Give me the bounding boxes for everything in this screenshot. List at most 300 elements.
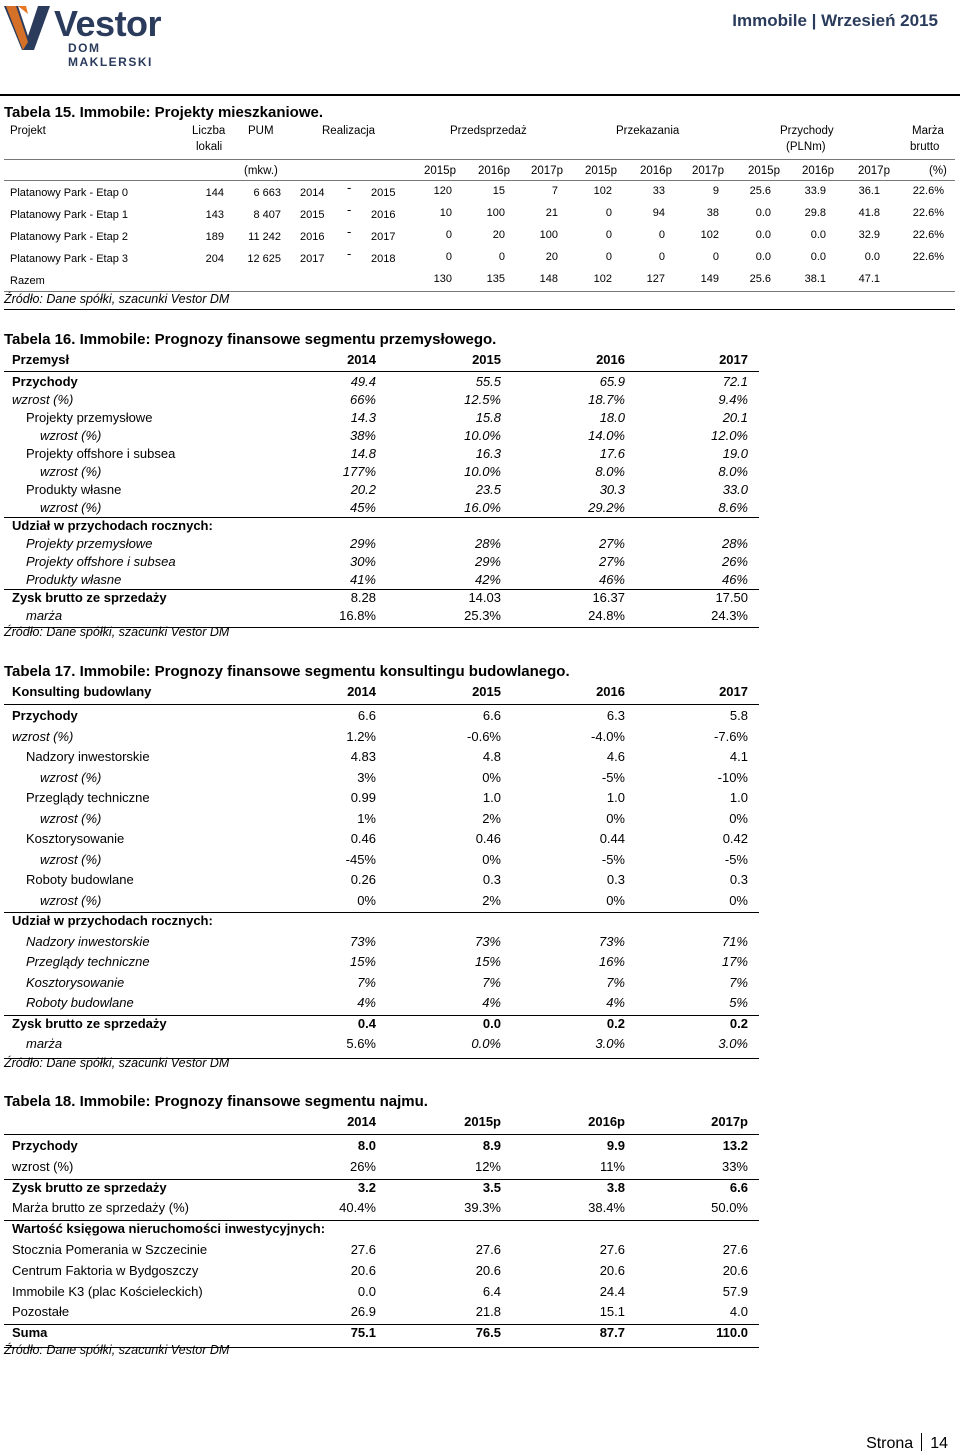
row-label: Stocznia Pomerania w Szczecinie xyxy=(12,1242,208,1257)
col-przekazania: Przekazania xyxy=(616,125,680,137)
row-label: Marża brutto ze sprzedaży (%) xyxy=(12,1200,190,1216)
value-cell: 0.0 xyxy=(864,251,880,263)
value-cell: 1.0 xyxy=(482,790,501,805)
value-cell: 5.6% xyxy=(346,1036,376,1051)
dash-separator: - xyxy=(347,180,352,195)
footer-separator xyxy=(921,1433,922,1451)
year-header: 2016p xyxy=(640,165,672,177)
row-label: Immobile K3 (plac Kościeleckich) xyxy=(12,1283,203,1299)
value-cell: 9.4% xyxy=(718,392,748,407)
value-cell: -5% xyxy=(601,851,625,867)
dash-separator: - xyxy=(347,202,352,217)
table15-source: Źródło: Dane spółki, szacunki Vestor DM xyxy=(4,292,230,306)
value-cell: 27.6 xyxy=(722,1242,748,1257)
row-label: Kosztorysowanie xyxy=(26,974,125,990)
value-cell: 5.8 xyxy=(729,708,748,723)
value-cell: 20.6 xyxy=(475,1262,501,1278)
year-header: 2017p xyxy=(711,1114,748,1129)
value-cell: 3.5 xyxy=(482,1179,501,1195)
value-cell: 0 xyxy=(605,229,612,241)
row-label: wzrost (%) xyxy=(12,392,74,407)
pum-value: 6 663 xyxy=(253,187,281,199)
year-header: 2014 xyxy=(347,684,376,699)
value-cell: 15.8 xyxy=(475,410,501,425)
year-header: 2015 xyxy=(472,352,501,367)
row-label: Produkty własne xyxy=(26,482,122,497)
value-cell: 24.4 xyxy=(599,1283,625,1299)
value-cell: 6.3 xyxy=(606,708,625,723)
value-cell: 38% xyxy=(349,428,376,443)
value-cell: 12.0% xyxy=(711,428,748,443)
year-header: 2016p xyxy=(588,1114,625,1129)
marza-value: 22.6% xyxy=(912,229,944,241)
value-cell: 20 xyxy=(545,251,558,263)
table15-title: Tabela 15. Immobile: Projekty mieszkaniowe. xyxy=(4,104,324,121)
value-cell: 7 xyxy=(551,185,558,197)
value-cell: 8.28 xyxy=(350,590,376,605)
value-cell: 0.3 xyxy=(729,872,748,887)
value-cell: 72.1 xyxy=(722,374,748,389)
year-header: 2016 xyxy=(596,684,625,699)
row-label: Pozostałe xyxy=(12,1304,70,1320)
value-cell: 73% xyxy=(349,933,376,949)
realizacja-end: 2015 xyxy=(371,187,396,199)
value-cell: 3.0% xyxy=(718,1036,748,1051)
value-cell: 75.1 xyxy=(350,1325,376,1341)
row-label: Roboty budowlane xyxy=(26,872,134,887)
value-cell: 8.0% xyxy=(595,464,625,479)
value-cell: 39.3% xyxy=(464,1200,501,1216)
value-cell: 13.2 xyxy=(722,1138,748,1153)
realizacja-end: 2018 xyxy=(371,253,396,265)
value-cell: 73% xyxy=(598,933,625,949)
value-cell: 18.7% xyxy=(588,392,625,407)
value-cell: 29.8 xyxy=(804,207,826,219)
row-label: wzrost (%) xyxy=(40,851,102,867)
value-cell: -0.6% xyxy=(467,728,501,744)
year-header: 2017 xyxy=(719,352,748,367)
value-cell: 120 xyxy=(433,185,452,197)
row-label: Przeglądy techniczne xyxy=(26,954,150,969)
value-cell: 6.6 xyxy=(357,708,376,723)
value-cell: 0% xyxy=(357,892,376,908)
value-cell: 28% xyxy=(474,536,501,551)
vestor-logo xyxy=(4,3,184,69)
value-cell: 0 xyxy=(658,251,665,263)
page-number: 14 xyxy=(930,1435,948,1452)
value-cell: 21.8 xyxy=(475,1304,501,1320)
value-cell: 4.0 xyxy=(729,1304,748,1320)
value-cell: 38.4% xyxy=(588,1200,625,1216)
value-cell: 7% xyxy=(729,974,748,990)
value-cell: 9 xyxy=(712,185,719,197)
value-cell: 27.6 xyxy=(599,1242,625,1257)
value-cell: 18.0 xyxy=(599,410,625,425)
year-header: 2016 xyxy=(596,352,625,367)
value-cell: 14.03 xyxy=(468,590,501,605)
value-cell: 10.0% xyxy=(464,428,501,443)
value-cell: 2% xyxy=(482,810,501,826)
year-header: 2014 xyxy=(347,352,376,367)
table17-title: Tabela 17. Immobile: Prognozy finansowe segmentu konsultingu budowlanego. xyxy=(4,663,570,680)
value-cell: 20.2 xyxy=(350,482,376,497)
project-name: Platanowy Park - Etap 2 xyxy=(10,231,129,243)
value-cell: 14.3 xyxy=(350,410,376,425)
value-cell: 28% xyxy=(721,536,748,551)
value-cell: 4.8 xyxy=(482,749,501,764)
row-label: Przychody xyxy=(12,374,78,389)
value-cell: 0.44 xyxy=(599,831,625,846)
header-line xyxy=(4,704,759,705)
value-cell: 177% xyxy=(342,464,376,479)
row-label: wzrost (%) xyxy=(40,810,102,826)
col-przychody-unit: (PLNm) xyxy=(786,141,826,153)
value-cell: -7.6% xyxy=(714,728,748,744)
value-cell: 0% xyxy=(729,810,748,826)
value-cell: 100 xyxy=(486,207,505,219)
col-przychody: Przychody xyxy=(780,125,834,137)
value-cell: 0.4 xyxy=(357,1015,376,1031)
value-cell: 29% xyxy=(474,554,501,569)
total-value: 148 xyxy=(539,273,558,285)
value-cell: 33.0 xyxy=(722,482,748,497)
value-cell: 33.9 xyxy=(804,185,826,197)
value-cell: 3.8 xyxy=(606,1179,625,1195)
value-cell: 25.3% xyxy=(464,608,501,623)
value-cell: 0.99 xyxy=(350,790,376,805)
footer-label: Strona xyxy=(866,1435,914,1452)
value-cell: 6.4 xyxy=(482,1283,501,1299)
table16-title: Tabela 16. Immobile: Prognozy finansowe segmentu przemysłowego. xyxy=(4,331,497,348)
lokali-value: 144 xyxy=(205,187,224,199)
value-cell: 8.6% xyxy=(718,500,748,515)
row-label: wzrost (%) xyxy=(40,769,102,785)
value-cell: 94 xyxy=(652,207,665,219)
col-przedsprzedaz: Przedsprzedaż xyxy=(450,125,527,137)
value-cell: 7% xyxy=(606,974,625,990)
value-cell: 0% xyxy=(482,769,501,785)
value-cell: 8.9 xyxy=(482,1138,501,1153)
col-pum-unit: (mkw.) xyxy=(244,165,278,177)
value-cell: 102 xyxy=(700,229,719,241)
year-header: 2014 xyxy=(347,1114,376,1129)
row-label: Kosztorysowanie xyxy=(26,831,125,846)
project-name: Platanowy Park - Etap 3 xyxy=(10,253,129,265)
value-cell: 26% xyxy=(349,1158,376,1174)
value-cell: -5% xyxy=(601,769,625,785)
marza-value: 22.6% xyxy=(912,207,944,219)
value-cell: 15 xyxy=(492,185,505,197)
value-cell: 24.8% xyxy=(588,608,625,623)
value-cell: 1.0 xyxy=(729,790,748,805)
value-cell: 24.3% xyxy=(711,608,748,623)
row-label: wzrost (%) xyxy=(40,500,102,515)
value-cell: 0% xyxy=(729,892,748,908)
col-projekt: Projekt xyxy=(10,125,46,137)
row-label: Roboty budowlane xyxy=(26,995,134,1010)
value-cell: 33 xyxy=(652,185,665,197)
vestor-logo-icon xyxy=(4,6,52,52)
total-label: Razem xyxy=(10,275,45,287)
value-cell: -4.0% xyxy=(591,728,625,744)
col-realizacja: Realizacja xyxy=(322,125,376,137)
value-cell: 15% xyxy=(349,954,376,969)
value-cell: 15% xyxy=(474,954,501,969)
logo-subtitle: DOM MAKLERSKI xyxy=(68,41,153,69)
report-title: Immobile | Wrzesień 2015 xyxy=(732,11,938,30)
value-cell: 29.2% xyxy=(588,500,625,515)
value-cell: 40.4% xyxy=(339,1200,376,1216)
row-label: Udział w przychodach rocznych: xyxy=(12,518,213,533)
header-label: Przemysł xyxy=(12,352,70,367)
value-cell: 7% xyxy=(482,974,501,990)
value-cell: 71% xyxy=(721,933,748,949)
value-cell: 4% xyxy=(606,995,625,1010)
value-cell: 57.9 xyxy=(722,1283,748,1299)
row-label: Zysk brutto ze sprzedaży xyxy=(12,1015,167,1031)
row-label: Zysk brutto ze sprzedaży xyxy=(12,590,167,605)
row-label: marża xyxy=(26,1036,63,1051)
table15-bottom-line xyxy=(4,309,955,310)
value-cell: 5% xyxy=(729,995,748,1010)
row-label: wzrost (%) xyxy=(40,428,102,443)
total-value: 102 xyxy=(593,273,612,285)
value-cell: 11% xyxy=(599,1158,625,1174)
value-cell: 10 xyxy=(439,207,452,219)
page-footer xyxy=(866,1433,948,1453)
value-cell: 65.9 xyxy=(599,374,625,389)
value-cell: 6.6 xyxy=(729,1179,748,1195)
row-label: wzrost (%) xyxy=(40,892,102,908)
row-label: Przychody xyxy=(12,708,78,723)
value-cell: 20.6 xyxy=(599,1262,625,1278)
col-pum: PUM xyxy=(248,125,274,137)
row-label: wzrost (%) xyxy=(12,1158,74,1174)
value-cell: 50.0% xyxy=(711,1200,748,1216)
value-cell: 0% xyxy=(606,810,625,826)
dash-separator: - xyxy=(347,246,352,261)
value-cell: 41.8 xyxy=(858,207,880,219)
value-cell: 3.2 xyxy=(357,1179,376,1195)
value-cell: 26.9 xyxy=(350,1304,376,1320)
realizacja-start: 2014 xyxy=(300,187,325,199)
value-cell: 8.0% xyxy=(718,464,748,479)
value-cell: -10% xyxy=(717,769,748,785)
row-label: marża xyxy=(26,608,63,623)
row-label: wzrost (%) xyxy=(12,728,74,744)
year-header: 2017p xyxy=(531,165,563,177)
value-cell: 0.26 xyxy=(350,872,376,887)
value-cell: 12% xyxy=(474,1158,501,1174)
row-label: Wartość księgowa nieruchomości inwestycyjnych: xyxy=(12,1221,326,1237)
lokali-value: 143 xyxy=(205,209,224,221)
value-cell: 87.7 xyxy=(599,1325,625,1341)
value-cell: 102 xyxy=(593,185,612,197)
row-label: Projekty przemysłowe xyxy=(26,536,153,551)
value-cell: 27% xyxy=(598,554,625,569)
value-cell: 45% xyxy=(349,500,376,515)
value-cell: 49.4 xyxy=(350,374,376,389)
value-cell: 0.0 xyxy=(810,251,826,263)
value-cell: 12.5% xyxy=(464,392,501,407)
year-header: 2015p xyxy=(464,1114,501,1129)
col-lokali: lokali xyxy=(196,141,223,153)
value-cell: 0.0 xyxy=(755,207,771,219)
value-cell: 0.0 xyxy=(482,1015,501,1031)
header-divider xyxy=(0,94,960,96)
realizacja-end: 2016 xyxy=(371,209,396,221)
row-label: Przychody xyxy=(12,1138,78,1153)
table15-header-line xyxy=(4,159,955,160)
table15-years-line xyxy=(4,180,955,181)
value-cell: 46% xyxy=(721,572,748,587)
total-value: 38.1 xyxy=(804,273,826,285)
col-marza-unit: (%) xyxy=(929,165,947,177)
year-header: 2015 xyxy=(472,684,501,699)
year-header: 2015p xyxy=(585,165,617,177)
value-cell: 100 xyxy=(539,229,558,241)
row-label: Udział w przychodach rocznych: xyxy=(12,913,213,928)
row-label: Przeglądy techniczne xyxy=(26,790,150,805)
value-cell: 110.0 xyxy=(716,1325,748,1341)
value-cell: 0 xyxy=(498,251,505,263)
value-cell: 1.0 xyxy=(606,790,625,805)
value-cell: 0.0% xyxy=(471,1036,501,1051)
total-value: 25.6 xyxy=(749,273,771,285)
value-cell: 0 xyxy=(445,251,452,263)
value-cell: 4.6 xyxy=(606,749,625,764)
dash-separator: - xyxy=(347,224,352,239)
value-cell: 0% xyxy=(482,851,501,867)
value-cell: 16.0% xyxy=(464,500,501,515)
row-label: Nadzory inwestorskie xyxy=(26,933,150,949)
value-cell: 2% xyxy=(482,892,501,908)
row-label: Zysk brutto ze sprzedaży xyxy=(12,1179,167,1195)
col-marza: Marża xyxy=(912,125,944,137)
value-cell: 0 xyxy=(605,251,612,263)
value-cell: 16.8% xyxy=(339,608,376,623)
value-cell: 0.46 xyxy=(350,831,376,846)
value-cell: 30.3 xyxy=(599,482,625,497)
value-cell: 19.0 xyxy=(722,446,748,461)
value-cell: 4.1 xyxy=(729,749,748,764)
realizacja-start: 2016 xyxy=(300,231,325,243)
value-cell: 0.0 xyxy=(810,229,826,241)
year-header: 2015p xyxy=(424,165,456,177)
row-label: Projekty przemysłowe xyxy=(26,410,153,425)
year-header: 2017 xyxy=(719,684,748,699)
year-header: 2017p xyxy=(692,165,724,177)
value-cell: 1% xyxy=(357,810,376,826)
value-cell: 7% xyxy=(357,974,376,990)
value-cell: 3% xyxy=(357,769,376,785)
lokali-value: 189 xyxy=(205,231,224,243)
value-cell: 17.50 xyxy=(715,590,748,605)
value-cell: 25.6 xyxy=(749,185,771,197)
header-line xyxy=(4,371,759,372)
logo-word: Vestor xyxy=(54,3,162,44)
pum-value: 8 407 xyxy=(253,209,281,221)
value-cell: 20.1 xyxy=(722,410,748,425)
value-cell: 3.0% xyxy=(595,1036,625,1051)
value-cell: 30% xyxy=(349,554,376,569)
value-cell: 17.6 xyxy=(599,446,625,461)
value-cell: 0.2 xyxy=(606,1015,625,1031)
value-cell: 0 xyxy=(605,207,612,219)
value-cell: 15.1 xyxy=(599,1304,625,1320)
value-cell: 0 xyxy=(712,251,719,263)
marza-value: 22.6% xyxy=(912,251,944,263)
value-cell: 6.6 xyxy=(482,708,501,723)
value-cell: -5% xyxy=(724,851,748,867)
value-cell: 0.0 xyxy=(357,1283,376,1299)
value-cell: 16% xyxy=(598,954,625,969)
table18-title: Tabela 18. Immobile: Prognozy finansowe segmentu najmu. xyxy=(4,1093,428,1110)
value-cell: 0.0 xyxy=(755,251,771,263)
value-cell: 16.37 xyxy=(592,590,625,605)
value-cell: 27.6 xyxy=(475,1242,501,1257)
table17-source: Źródło: Dane spółki, szacunki Vestor DM xyxy=(4,1056,230,1070)
realizacja-start: 2015 xyxy=(300,209,325,221)
year-header: 2015p xyxy=(748,165,780,177)
value-cell: 0.3 xyxy=(606,872,625,887)
value-cell: 4% xyxy=(482,995,501,1010)
table18-source: Źródło: Dane spółki, szacunki Vestor DM xyxy=(4,1343,230,1357)
value-cell: 46% xyxy=(598,572,625,587)
value-cell: 0 xyxy=(445,229,452,241)
value-cell: 10.0% xyxy=(464,464,501,479)
value-cell: 23.5 xyxy=(475,482,501,497)
value-cell: 20.6 xyxy=(350,1262,376,1278)
total-value: 47.1 xyxy=(858,273,880,285)
value-cell: 38 xyxy=(706,207,719,219)
total-value: 149 xyxy=(700,273,719,285)
year-header: 2017p xyxy=(858,165,890,177)
value-cell: 0 xyxy=(658,229,665,241)
header-label: Konsulting budowlany xyxy=(12,684,152,699)
value-cell: 32.9 xyxy=(858,229,880,241)
value-cell: 33% xyxy=(721,1158,748,1174)
row-label: Projekty offshore i subsea xyxy=(26,554,176,569)
row-label: wzrost (%) xyxy=(40,464,102,479)
value-cell: 36.1 xyxy=(858,185,880,197)
row-divider xyxy=(4,1324,759,1325)
row-label: Projekty offshore i subsea xyxy=(26,446,176,461)
value-cell: 17% xyxy=(721,954,748,969)
lokali-value: 204 xyxy=(205,253,224,265)
value-cell: 41% xyxy=(349,572,376,587)
realizacja-end: 2017 xyxy=(371,231,396,243)
value-cell: -45% xyxy=(345,851,376,867)
value-cell: 66% xyxy=(349,392,376,407)
value-cell: 9.9 xyxy=(606,1138,625,1153)
value-cell: 55.5 xyxy=(475,374,501,389)
value-cell: 20.6 xyxy=(722,1262,748,1278)
value-cell: 0% xyxy=(606,892,625,908)
total-value: 130 xyxy=(433,273,452,285)
value-cell: 14.8 xyxy=(350,446,376,461)
row-label: Centrum Faktoria w Bydgoszczy xyxy=(12,1262,199,1278)
value-cell: 29% xyxy=(349,536,376,551)
value-cell: 0.2 xyxy=(729,1015,748,1031)
value-cell: 27.6 xyxy=(350,1242,376,1257)
value-cell: 21 xyxy=(545,207,558,219)
value-cell: 42% xyxy=(474,572,501,587)
col-liczba: Liczba xyxy=(192,125,226,137)
value-cell: 0.3 xyxy=(482,872,501,887)
value-cell: 1.2% xyxy=(346,728,376,744)
row-label: Nadzory inwestorskie xyxy=(26,749,150,764)
